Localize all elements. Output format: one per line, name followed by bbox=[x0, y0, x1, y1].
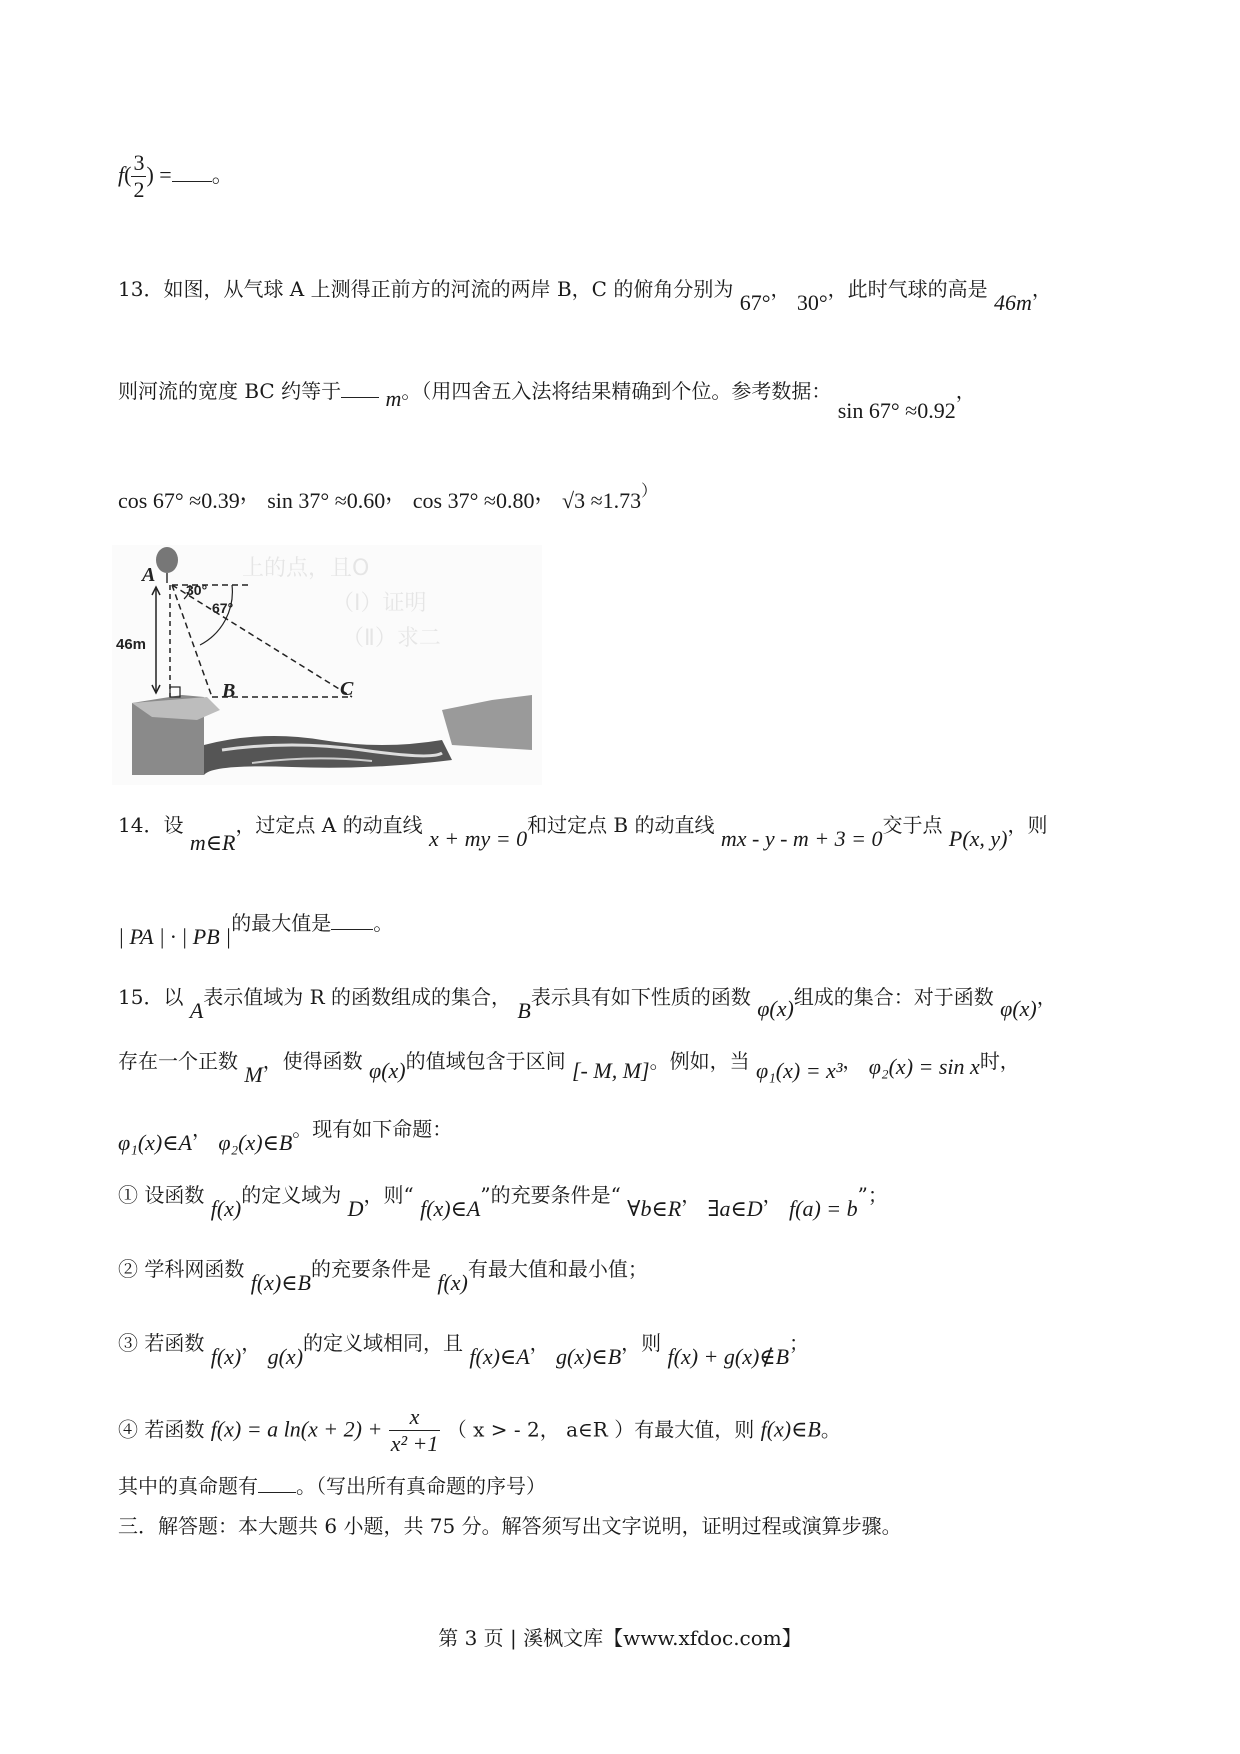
q14-line-1: 14．设 m∈R，过定点 A 的动直线 x + my = 0和过定点 B 的动直线 mx - y - m + 3 = 0交于点 P(x, y)，则 bbox=[118, 813, 1048, 855]
q15-answer-line: 其中的真命题有 。（写出所有真命题的序号） bbox=[118, 1474, 546, 1498]
q15-answer-blank[interactable] bbox=[258, 1492, 296, 1493]
q13-height: 46m bbox=[994, 290, 1032, 315]
q12-fraction: $\frac{3}{2}$ bbox=[133, 150, 145, 203]
q15-proposition-3: ③ 若函数 f(x)， g(x)的定义域相同，且 f(x)∈A， g(x)∈B，则 f(x) + g(x)∉B； bbox=[118, 1331, 810, 1369]
q15-proposition-2: ② 学科网函数 f(x)∈B的充要条件是 f(x)有最大值和最小值； bbox=[118, 1257, 648, 1295]
q13-angle-1: 67° bbox=[739, 290, 771, 315]
balloon-icon bbox=[156, 547, 178, 573]
svg-text:（Ⅰ）证明: （Ⅰ）证明 bbox=[332, 591, 427, 616]
q13-line-1: 13．如图，从气球 A 上测得正前方的河流的两岸 B，C 的俯角分别为 67°， 30°，此时气球的高是 46m， bbox=[118, 277, 1052, 315]
q13-angle-2: 30° bbox=[796, 290, 828, 315]
page-footer: 第 3 页 | 溪枫文库【www.xfdoc.com】 bbox=[438, 1626, 802, 1650]
figure-label-height: 46m bbox=[116, 636, 147, 653]
q15-line-3: φ₁(x)∈A， φ₂(x)∈B。现有如下命题： bbox=[118, 1117, 453, 1155]
figure-label-b: B bbox=[222, 680, 236, 702]
q13-answer-blank[interactable] bbox=[341, 397, 379, 398]
q15-proposition-1: ① 设函数 f(x)的定义域为 D，则“ f(x)∈A”的充要条件是“ ∀b∈R， ∃a∈D， f(a) = b”； bbox=[118, 1183, 888, 1221]
q12-answer-blank[interactable] bbox=[172, 181, 212, 182]
svg-text:上的点，且O: 上的点，且O bbox=[242, 556, 370, 581]
q13-reference-data: cos 67° ≈0.39， sin 37° ≈0.60， cos 37° ≈0.80， √3 ≈1.73） bbox=[118, 480, 658, 513]
q15-proposition-4: ④ 若函数 f(x) = a ln(x + 2) + $\frac{x}{\text{x² +1}}$ （ x > - 2， a∈R ）有最大值，则 f(x)∈B。 bbox=[118, 1404, 841, 1457]
figure-label-a: A bbox=[142, 564, 156, 586]
q13-line-2: 则河流的宽度 BC 约等于 m。（用四舍五入法将结果精确到个位。参考数据： sin 67° ≈0.92， bbox=[118, 379, 976, 423]
figure-label-30: 30° bbox=[186, 582, 208, 598]
figure-label-67: 67° bbox=[212, 600, 234, 616]
figure-label-c: C bbox=[340, 678, 354, 700]
q13-ref-sin67: sin 67° ≈0.92 bbox=[837, 398, 956, 423]
q15-p4-fraction: $\frac{x}{\text{x² +1}}$ bbox=[390, 1404, 439, 1457]
q14-line-2: | PA | · | PB |的最大值是 。 bbox=[118, 911, 394, 949]
svg-text:（Ⅱ）求二: （Ⅱ）求二 bbox=[342, 626, 441, 651]
q12-answer-line: f( $\frac{3}{2}$ ) = 。 bbox=[118, 150, 234, 203]
section-3-heading: 三．解答题：本大题共 6 小题，共 75 分。解答须写出文字说明，证明过程或演算步骤。 bbox=[118, 1514, 902, 1538]
q15-line-2: 存在一个正数 M，使得函数 φ(x)的值域包含于区间 [- M, M]。例如，当 φ₁(x) = x³， φ₂(x) = sin x时， bbox=[118, 1049, 1020, 1087]
q14-answer-blank[interactable] bbox=[331, 929, 373, 930]
q12-function-name: f bbox=[118, 161, 125, 187]
q13-balloon-river-figure bbox=[112, 545, 542, 785]
q15-line-1: 15．以 A表示值域为 R 的函数组成的集合， B表示具有如下性质的函数 φ(x)组成的集合：对于函数 φ(x)， bbox=[118, 985, 1057, 1023]
